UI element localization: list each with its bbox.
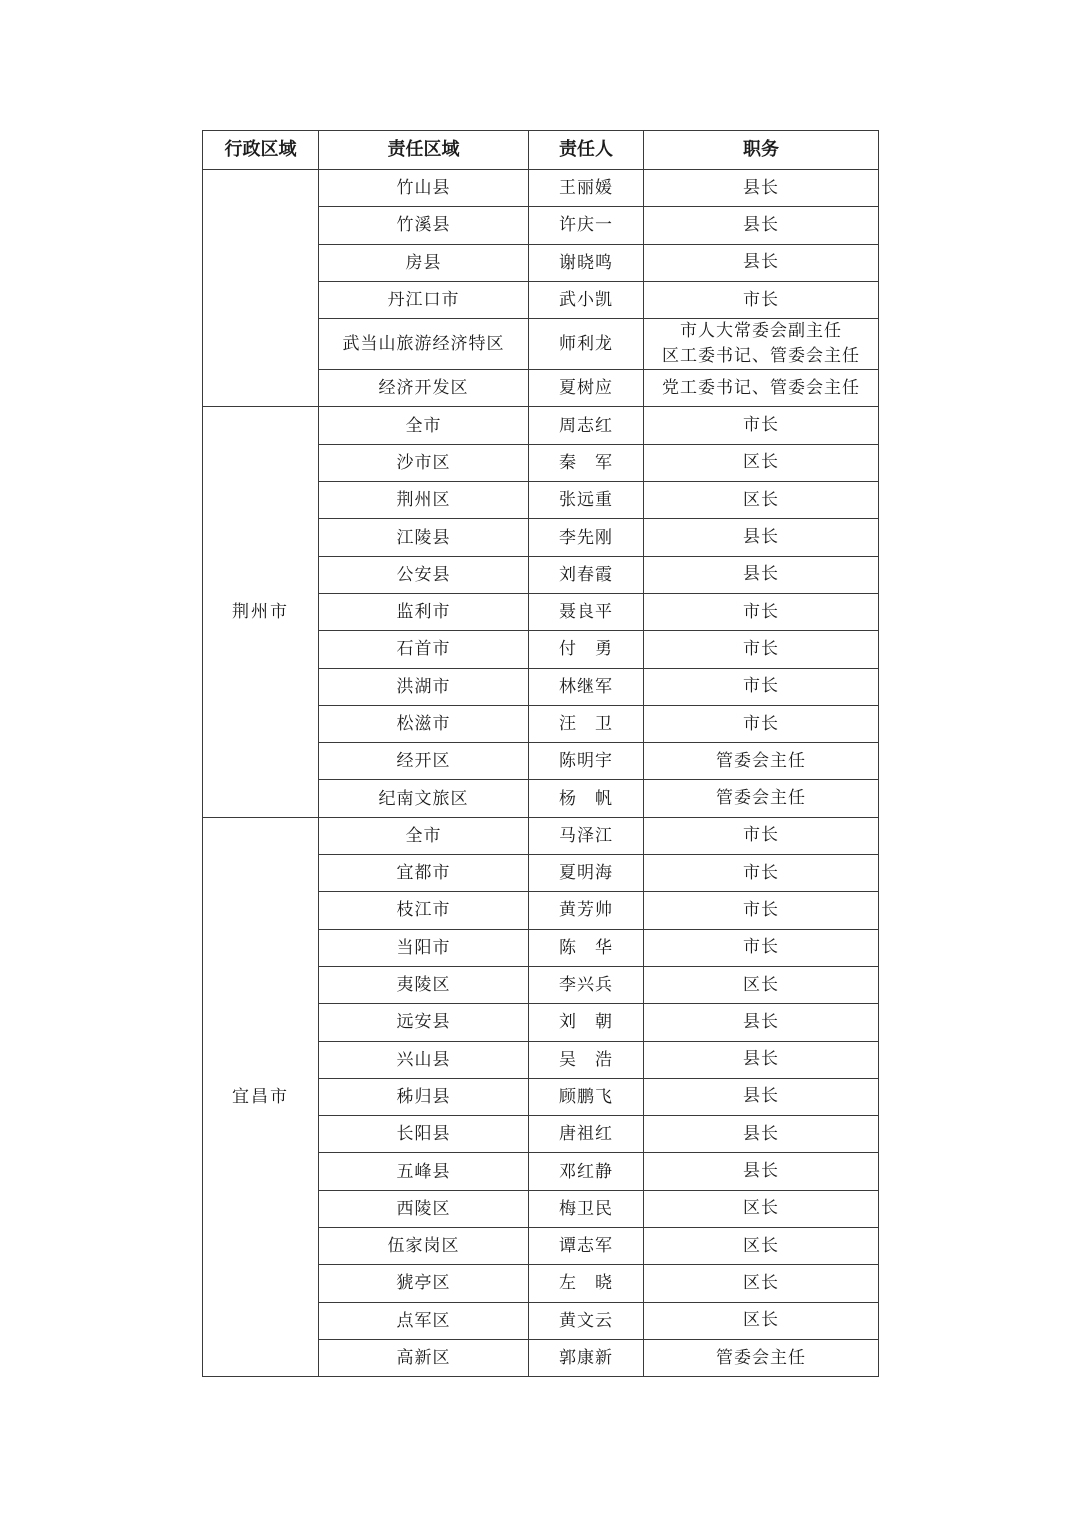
position-cell: [644, 1265, 879, 1302]
area-cell: 宜都市: [319, 855, 529, 892]
area-cell: 丹江口市: [319, 281, 529, 318]
person-cell: 郭康新: [529, 1339, 644, 1376]
area-cell: 洪湖市: [319, 668, 529, 705]
header-responsible-person: 责任人: [529, 131, 644, 170]
person-cell: 李兴兵: [529, 966, 644, 1003]
area-cell: 五峰县: [319, 1153, 529, 1190]
person-cell: 邓红静: [529, 1153, 644, 1190]
table-row: [203, 817, 879, 854]
position-line: 县长: [743, 1123, 779, 1144]
person-cell: 马泽江: [529, 817, 644, 854]
person-cell: 聂良平: [529, 593, 644, 630]
person-cell: 许庆一: [529, 207, 644, 244]
area-cell: 江陵县: [319, 519, 529, 556]
area-cell: 松滋市: [319, 705, 529, 742]
person-cell: 林继军: [529, 668, 644, 705]
position-line: 市长: [743, 899, 779, 920]
person-cell: 吴 浩: [529, 1041, 644, 1078]
area-cell: 猇亭区: [319, 1265, 529, 1302]
position-cell: [644, 1302, 879, 1339]
table-body: [203, 170, 879, 1377]
person-cell: 李先刚: [529, 519, 644, 556]
position-cell: [644, 1078, 879, 1115]
person-cell: 夏明海: [529, 855, 644, 892]
position-line: 县长: [743, 214, 779, 235]
area-cell: 武当山旅游经济特区: [319, 319, 529, 370]
area-cell: 夷陵区: [319, 966, 529, 1003]
person-cell: 师利龙: [529, 319, 644, 370]
position-cell: [644, 370, 879, 407]
region-cell: 荆州市: [203, 407, 319, 817]
position-cell: [644, 1190, 879, 1227]
person-cell: 左 晓: [529, 1265, 644, 1302]
area-cell: 竹溪县: [319, 207, 529, 244]
area-cell: 纪南文旅区: [319, 780, 529, 817]
position-line: 县长: [743, 1011, 779, 1032]
position-cell: [644, 519, 879, 556]
area-cell: 秭归县: [319, 1078, 529, 1115]
area-cell: 伍家岗区: [319, 1228, 529, 1265]
position-cell: [644, 855, 879, 892]
person-cell: 刘春霞: [529, 556, 644, 593]
position-cell: [644, 780, 879, 817]
position-cell: [644, 705, 879, 742]
position-cell: [644, 631, 879, 668]
area-cell: 沙市区: [319, 444, 529, 481]
position-cell: [644, 892, 879, 929]
position-line: 县长: [743, 527, 779, 548]
table-row: [203, 407, 879, 444]
person-cell: 夏树应: [529, 370, 644, 407]
position-cell: [644, 929, 879, 966]
position-line: 县长: [743, 1049, 779, 1070]
person-cell: 谭志军: [529, 1228, 644, 1265]
position-line: 区工委书记、管委会主任: [662, 346, 860, 367]
position-cell: [644, 207, 879, 244]
area-cell: 当阳市: [319, 929, 529, 966]
header-position: 职务: [644, 131, 879, 170]
person-cell: 张远重: [529, 482, 644, 519]
person-cell: 谢晓鸣: [529, 244, 644, 281]
position-line: 市长: [743, 937, 779, 958]
person-cell: 唐祖红: [529, 1116, 644, 1153]
position-cell: [644, 482, 879, 519]
position-line: 管委会主任: [716, 788, 806, 809]
person-cell: 顾鹏飞: [529, 1078, 644, 1115]
position-cell: [644, 281, 879, 318]
person-cell: 黄芳帅: [529, 892, 644, 929]
person-cell: 陈 华: [529, 929, 644, 966]
area-cell: 经开区: [319, 743, 529, 780]
position-cell: [644, 817, 879, 854]
position-line: 市长: [743, 713, 779, 734]
position-cell: [644, 556, 879, 593]
position-line: 管委会主任: [716, 1347, 806, 1368]
position-line: 县长: [743, 252, 779, 273]
responsibility-table: [202, 130, 879, 1377]
area-cell: 经济开发区: [319, 370, 529, 407]
position-line: 市长: [743, 415, 779, 436]
area-cell: 竹山县: [319, 170, 529, 207]
position-cell: [644, 1228, 879, 1265]
position-line: 市长: [743, 601, 779, 622]
position-line: 区长: [743, 1310, 779, 1331]
position-cell: [644, 668, 879, 705]
position-cell: [644, 319, 879, 370]
position-cell: [644, 593, 879, 630]
position-cell: [644, 1041, 879, 1078]
position-line: 市人大常委会副主任: [680, 321, 842, 342]
position-cell: [644, 170, 879, 207]
person-cell: 汪 卫: [529, 705, 644, 742]
person-cell: 武小凯: [529, 281, 644, 318]
region-cell: 宜昌市: [203, 817, 319, 1376]
header-responsible-area: 责任区域: [319, 131, 529, 170]
person-cell: 周志红: [529, 407, 644, 444]
area-cell: 荆州区: [319, 482, 529, 519]
area-cell: 房县: [319, 244, 529, 281]
area-cell: 全市: [319, 817, 529, 854]
position-line: 市长: [743, 825, 779, 846]
header-admin-region: 行政区域: [203, 131, 319, 170]
position-cell: [644, 1153, 879, 1190]
position-line: 区长: [743, 489, 779, 510]
position-line: 区长: [743, 1235, 779, 1256]
position-line: 党工委书记、管委会主任: [662, 377, 860, 398]
person-cell: 陈明宇: [529, 743, 644, 780]
area-cell: 兴山县: [319, 1041, 529, 1078]
area-cell: 枝江市: [319, 892, 529, 929]
position-line: 区长: [743, 974, 779, 995]
region-cell: [203, 170, 319, 407]
table-header-row: [203, 131, 879, 170]
position-line: 县长: [743, 177, 779, 198]
area-cell: 点军区: [319, 1302, 529, 1339]
area-cell: 高新区: [319, 1339, 529, 1376]
area-cell: 监利市: [319, 593, 529, 630]
position-cell: [644, 1004, 879, 1041]
person-cell: 黄文云: [529, 1302, 644, 1339]
person-cell: 付 勇: [529, 631, 644, 668]
position-cell: [644, 743, 879, 780]
position-cell: [644, 444, 879, 481]
position-line: 县长: [743, 1161, 779, 1182]
position-line: 市长: [743, 289, 779, 310]
position-cell: [644, 1116, 879, 1153]
position-line: 市长: [743, 676, 779, 697]
position-line: 县长: [743, 1086, 779, 1107]
position-line: 市长: [743, 638, 779, 659]
person-cell: 杨 帆: [529, 780, 644, 817]
position-cell: [644, 966, 879, 1003]
position-line: 市长: [743, 862, 779, 883]
person-cell: 王丽媛: [529, 170, 644, 207]
position-line: 区长: [743, 1272, 779, 1293]
position-cell: [644, 1339, 879, 1376]
responsibility-table-page: [202, 130, 878, 1377]
area-cell: 长阳县: [319, 1116, 529, 1153]
position-line: 区长: [743, 452, 779, 473]
area-cell: 全市: [319, 407, 529, 444]
area-cell: 远安县: [319, 1004, 529, 1041]
position-cell: [644, 407, 879, 444]
person-cell: 梅卫民: [529, 1190, 644, 1227]
position-cell: [644, 244, 879, 281]
position-line: 县长: [743, 564, 779, 585]
person-cell: 秦 军: [529, 444, 644, 481]
area-cell: 西陵区: [319, 1190, 529, 1227]
area-cell: 石首市: [319, 631, 529, 668]
area-cell: 公安县: [319, 556, 529, 593]
table-row: [203, 170, 879, 207]
position-line: 区长: [743, 1198, 779, 1219]
position-line: 管委会主任: [716, 750, 806, 771]
person-cell: 刘 朝: [529, 1004, 644, 1041]
